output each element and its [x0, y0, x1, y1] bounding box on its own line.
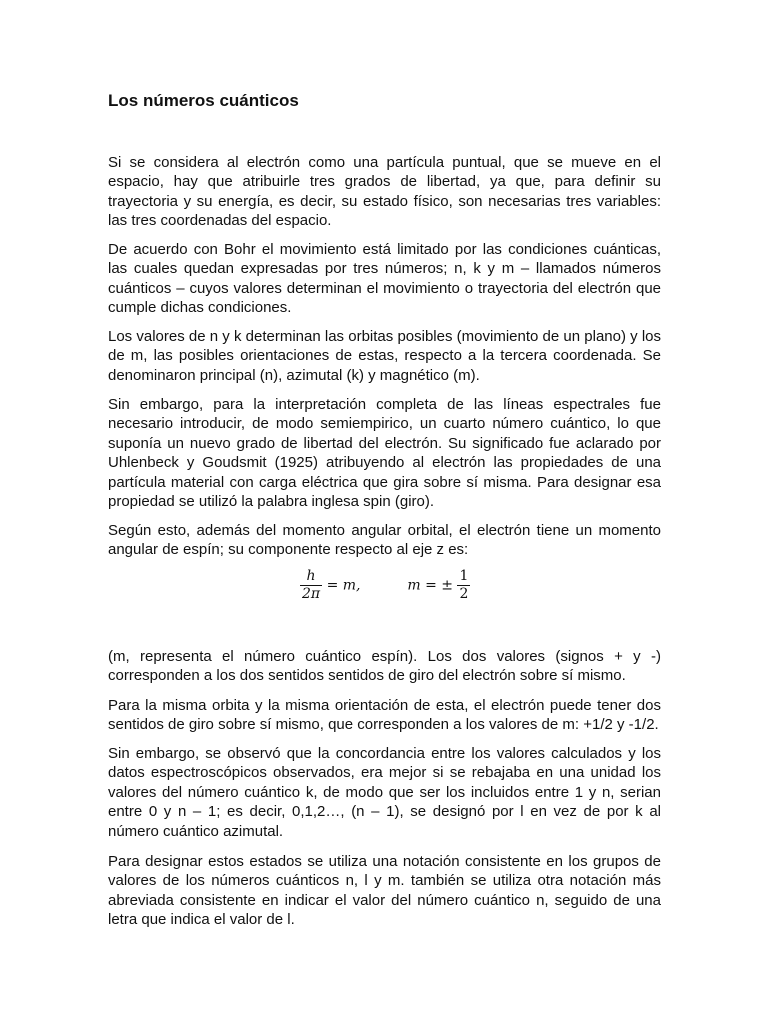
fraction-one-half	[457, 568, 470, 603]
paragraph-9: Para designar estos estados se utiliza una notación consistente en los grupos de valores de los números cuánticos n, l y m. también se utiliza otra notación más abreviada consistente en indicar el valor del número cuántico n, seguido de una letra que indica el valor de l.	[108, 853, 661, 929]
m-equals-plus-minus: m = ±	[407, 577, 454, 594]
paragraph-5: Según esto, además del momento angular orbital, el electrón tiene un momento angular de espín; su componente respecto al eje z es:	[108, 522, 661, 559]
paragraph-8: Sin embargo, se observó que la concordancia entre los valores calculados y los datos espectroscópicos observados, era mejor si se rebajaba en una unidad los valores del número cuántico k, de modo que ser los incluidos entre 1 y n, serian entre 0 y n – 1; es decir, 0,1,2…, (n – 1), se designó por l en vez de por k al número cuántico azimutal.	[108, 745, 661, 840]
paragraph-7: Para la misma orbita y la misma orientación de esta, el electrón puede tener dos sentidos de giro sobre sí mismo, que corresponden a los valores de m: +1/2 y -1/2.	[108, 697, 661, 734]
fraction-h-over-2pi	[300, 568, 322, 603]
paragraph-4: Sin embargo, para la interpretación completa de las líneas espectrales fue necesario introducir, de modo semiempirico, un cuarto número cuántico, lo que suponía un nuevo grado de libertad del electrón. Su significado fue aclarado por Uhlenbeck y Goudsmit (1925) atribuyendo al electrón las propiedades de una partícula material con carga eléctrica que gira sobre sí misma. Para designar esa propiedad se utilizó la palabra inglesa spin (giro).	[108, 396, 661, 511]
paragraph-1: Si se considera al electrón como una partícula puntual, que se mueve en el espacio, hay que atribuirle tres grados de libertad, ya que, para definir su trayectoria y su energía, es decir, su estado físico, son necesarias tres variables: las tres coordenadas del espacio.	[108, 154, 661, 230]
paragraph-6: (m, representa el número cuántico espín). Los dos valores (signos + y -) corresponden a los dos sentidos sentidos de giro del electrón sobre sí mismo.	[108, 648, 661, 685]
fraction-denominator: 2	[459, 586, 469, 602]
paragraph-2: De acuerdo con Bohr el movimiento está limitado por las condiciones cuánticas, las cuales quedan expresadas por tres números; n, k y m – llamados números cuánticos – cuyos valores determinan el movimiento o trayectoria del electrón que cumple dichas condiciones.	[108, 241, 661, 317]
spin-formula	[300, 568, 470, 603]
document-title: Los números cuánticos	[108, 91, 299, 110]
fraction-denominator: 2π	[302, 586, 321, 602]
fraction-numerator: h	[300, 568, 322, 586]
paragraph-3: Los valores de n y k determinan las orbitas posibles (movimiento de un plano) y los de m, las posibles orientaciones de estas, respecto a la tercera coordenada. Se denominaron principal (n), azimutal (k) y magnético (m).	[108, 328, 661, 384]
equals-m: = m,	[326, 577, 361, 594]
fraction-numerator: 1	[459, 568, 469, 584]
